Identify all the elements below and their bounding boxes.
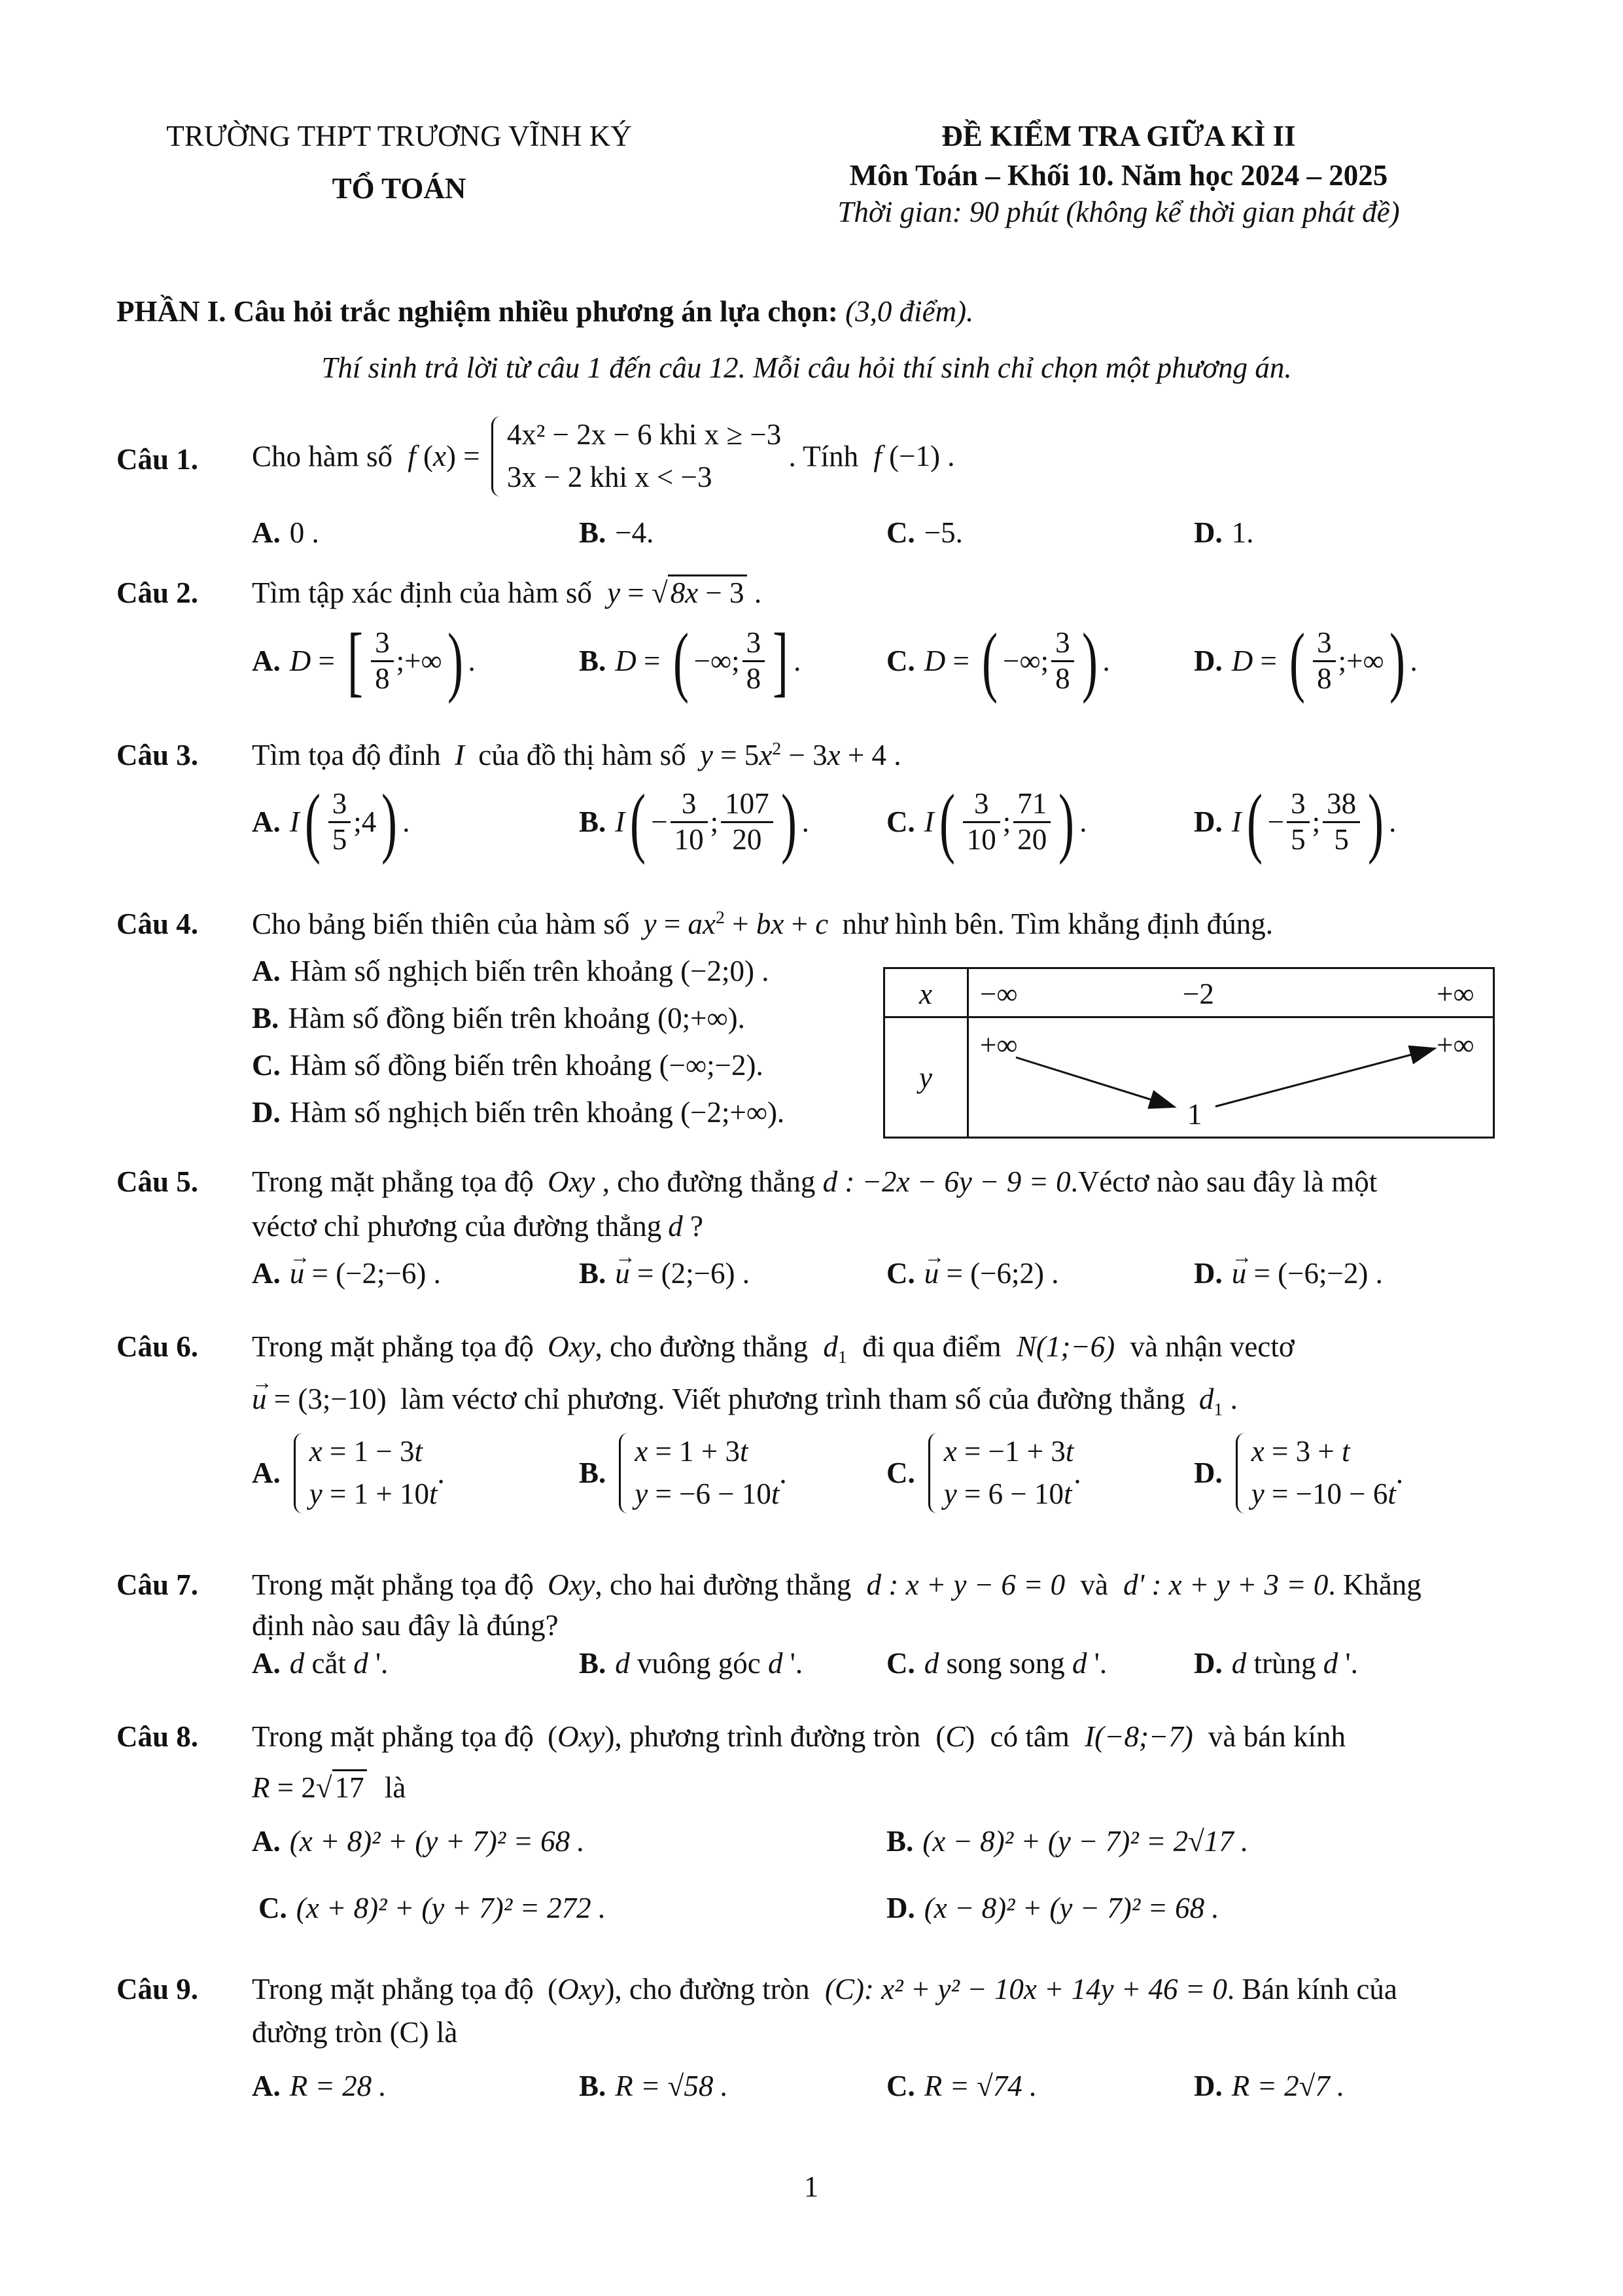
q7-tail: . Khẳng: [1328, 1568, 1422, 1601]
q8-label: Câu 8.: [116, 1720, 199, 1753]
q1-label: Câu 1.: [116, 443, 199, 476]
q5-stem-line2: véctơ chỉ phương của đường thẳng d ?: [252, 1210, 703, 1243]
q6-option-a[interactable]: A. x = 1 − 3t y = 1 + 10t .: [252, 1430, 445, 1516]
part1-title-text: PHẦN I. Câu hỏi trắc nghiệm nhiều phương án lựa chọn:: [116, 295, 838, 328]
exam-title: ĐỀ KIỂM TRA GIỮA KÌ II: [941, 120, 1296, 152]
q1-case1: 4x² − 2x − 6 khi x ≥ −3: [506, 418, 782, 451]
q7-line1b: , cho hai đường thẳng: [595, 1568, 852, 1601]
q3-label: Câu 3.: [116, 739, 199, 771]
q8-line1b: , phương trình đường tròn: [614, 1720, 921, 1753]
q6-line1a: Trong mặt phẳng tọa độ: [252, 1330, 534, 1363]
page-number: 1: [803, 2170, 819, 2203]
q2-option-b[interactable]: B. D = ( −∞; $\frac{3}{8}$ ] .: [579, 617, 801, 704]
q6-option-d[interactable]: D. x = 3 + t y = −10 − 6t .: [1194, 1430, 1403, 1516]
q7-d-text: trùng: [1253, 1647, 1316, 1680]
q1-target: f (−1) .: [873, 440, 955, 473]
q8-option-c[interactable]: C. (x + 8)² + (y + 7)² = 272 .: [258, 1892, 606, 1924]
q4-stem-a: Cho bảng biến thiên của hàm số: [252, 908, 630, 940]
q6-line1d: và nhận vectơ: [1130, 1330, 1295, 1363]
q8-center: I(−8;−7): [1085, 1720, 1193, 1753]
school-name: TRƯỜNG THPT TRƯƠNG VĨNH KÝ: [166, 120, 632, 152]
q9-b-text: R = √58 .: [615, 2070, 728, 2102]
part1-points: (3,0 điểm).: [845, 295, 974, 328]
table-y-label: y: [919, 1061, 932, 1094]
q1-case2: 3x − 2 khi x < −3: [506, 461, 712, 494]
table-arrows: [885, 969, 1493, 1138]
exam-subject: Môn Toán – Khối 10. Năm học 2024 – 2025: [849, 159, 1388, 192]
q9-eq: (C): x² + y² − 10x + 14y + 46 = 0: [824, 1973, 1227, 2005]
q4-option-b[interactable]: B. Hàm số đồng biến trên khoảng (0;+∞).: [252, 1002, 745, 1034]
q9-a-text: R = 28 .: [289, 2070, 387, 2102]
q7-b-text: vuông góc: [637, 1647, 761, 1680]
q5-line1: Trong mặt phẳng tọa độ: [252, 1165, 534, 1198]
q8-option-b[interactable]: B. (x − 8)² + (y − 7)² = 2√17 .: [886, 1825, 1249, 1858]
q5-label: Câu 5.: [116, 1165, 199, 1198]
q5-eq: d : −2x − 6y − 9 = 0: [822, 1165, 1071, 1198]
q7-a-text: cắt: [311, 1647, 346, 1680]
q3-option-d[interactable]: D. I( − $\frac{3}{5}$ ; $\frac{38}{5}$ ) .: [1194, 778, 1397, 865]
q7-eq2: d' : x + y + 3 = 0: [1123, 1568, 1329, 1601]
q8-line1d: và bán kính: [1208, 1720, 1346, 1753]
q6-line1b: , cho đường thẳng: [595, 1330, 809, 1363]
q1-f: f (x) =: [408, 440, 480, 473]
q9-stem-line2: đường tròn (C) là: [252, 2016, 458, 2049]
q1-pre: Cho hàm số: [252, 440, 393, 473]
q8-option-d[interactable]: D. (x − 8)² + (y − 7)² = 68 .: [886, 1892, 1219, 1924]
q5-d-text: = (−6;−2) .: [1253, 1257, 1383, 1290]
q9-tail: . Bán kính của: [1227, 1973, 1397, 2005]
q4-a-text: Hàm số nghịch biến trên khoảng (−2;0) .: [289, 955, 769, 987]
q1-option-a[interactable]: A. 0 .: [252, 516, 319, 549]
decreasing-arrow: [1016, 1057, 1173, 1106]
table-pos-inf: +∞: [1437, 978, 1475, 1010]
q3-tail: của đồ thị hàm số: [478, 739, 686, 771]
q6-label: Câu 6.: [116, 1330, 199, 1363]
q7-option-b[interactable]: B. d vuông góc d '.: [579, 1647, 803, 1680]
q1-a-text: 0 .: [289, 516, 319, 549]
q5-a-text: = (−2;−6) .: [311, 1257, 441, 1290]
q8-c-text: (x + 8)² + (y + 7)² = 272 .: [296, 1892, 606, 1924]
q5-b-text: = (2;−6) .: [637, 1257, 750, 1290]
q1-b-text: −4.: [615, 516, 654, 549]
q5-option-c[interactable]: C. u → = (−6;2) .: [886, 1256, 1058, 1290]
table-x-label: x: [919, 978, 932, 1010]
q3-stem: Tìm tọa độ đỉnh I của đồ thị hàm số $y = 5x^2 - 3x + 4$ .: [252, 739, 901, 771]
q8-line2: là: [384, 1771, 406, 1804]
part1-instruction: Thí sinh trả lời từ câu 1 đến câu 12. Mỗi câu hỏi thí sinh chỉ chọn một phương án.: [321, 351, 1292, 384]
q8-stem-line1: Trong mặt phẳng tọa độ (Oxy), phương trình đường tròn (C) có tâm I(−8;−7) và bán kính: [252, 1720, 1346, 1753]
q7-c-text: song song: [946, 1647, 1065, 1680]
table-x-mid: −2: [1183, 978, 1214, 1010]
q5-stem-line1: Trong mặt phẳng tọa độ Oxy , cho đường thẳng d : −2x − 6y − 9 = 0.Véctơ nào sau đây là một: [252, 1165, 1378, 1198]
q8-option-a[interactable]: A. (x + 8)² + (y + 7)² = 68 .: [252, 1825, 585, 1858]
q5-option-b[interactable]: B. u → = (2;−6) .: [579, 1256, 750, 1290]
q1-option-b[interactable]: B. −4.: [579, 516, 654, 549]
q6-stem-line1: Trong mặt phẳng tọa độ Oxy, cho đường thẳng $d_1$ đi qua điểm N(1;−6) và nhận vectơ: [252, 1330, 1295, 1368]
q6-point: N(1;−6): [1016, 1330, 1115, 1363]
q2-option-c[interactable]: C. D = ( −∞; $\frac{3}{8}$ ) .: [886, 617, 1110, 704]
q4-b-text: Hàm số đồng biến trên khoảng (0;+∞).: [288, 1002, 745, 1034]
q8-line1a: Trong mặt phẳng tọa độ: [252, 1720, 534, 1753]
part1-title: [116, 294, 973, 328]
q8-b-text: (x − 8)² + (y − 7)² = 2√17 .: [922, 1825, 1249, 1858]
q3-option-c[interactable]: C. I( $\frac{3}{10}$ ; $\frac{71}{20}$ ) .: [886, 778, 1087, 865]
q2-option-d[interactable]: D. D = ( $\frac{3}{8}$ ;+∞) .: [1194, 617, 1418, 704]
q8-stem-line2: R = 2√17 là: [252, 1771, 406, 1805]
q5-line1b: .Véctơ nào sau đây là một: [1070, 1165, 1378, 1198]
q9-c-text: R = √74 .: [924, 2070, 1038, 2102]
q5-line2: véctơ chỉ phương của đường thẳng: [252, 1210, 662, 1243]
table-y-left: +∞: [980, 1029, 1018, 1061]
q1-stem: [252, 414, 955, 499]
q7-label: Câu 7.: [116, 1568, 199, 1601]
q3-option-a[interactable]: A. I( $\frac{3}{5}$ ;4) .: [252, 778, 410, 865]
q9-line1b: , cho đường tròn: [614, 1973, 810, 2005]
q4-c-text: Hàm số đồng biến trên khoảng (−∞;−2).: [289, 1049, 763, 1082]
q8-a-text: (x + 8)² + (y + 7)² = 68 .: [289, 1825, 585, 1858]
q1-option-d[interactable]: D. 1.: [1194, 516, 1254, 549]
q2-option-a[interactable]: A. D = [ $\frac{3}{8}$ ;+∞) .: [252, 617, 476, 704]
q7-stem-line2: định nào sau đây là đúng?: [252, 1609, 559, 1642]
q9-stem-line1: Trong mặt phẳng tọa độ (Oxy), cho đường tròn (C): x² + y² − 10x + 14y + 46 = 0. Bán kính của: [252, 1973, 1397, 2005]
q2-stem: Tìm tập xác định của hàm số y = √8x − 3 .: [252, 576, 761, 610]
q7-option-a[interactable]: A. d cắt d '.: [252, 1647, 389, 1680]
department: TỔ TOÁN: [332, 172, 466, 205]
q7-and: và: [1080, 1568, 1108, 1601]
q4-label: Câu 4.: [116, 908, 199, 940]
q4-option-d[interactable]: D. Hàm số nghịch biến trên khoảng (−2;+∞).: [252, 1096, 785, 1129]
q9-d-text: R = 2√7 .: [1231, 2070, 1345, 2102]
q3-option-b[interactable]: B. I( − $\frac{3}{10}$ ; $\frac{107}{20}$ ) .: [579, 778, 809, 865]
q1-c-text: −5.: [924, 516, 963, 549]
q5-option-d[interactable]: D. u → = (−6;−2) .: [1194, 1256, 1383, 1290]
q1-piecewise: [487, 414, 781, 499]
q2-label: Câu 2.: [116, 576, 199, 609]
q1-d-text: 1.: [1231, 516, 1254, 549]
q8-line1c: có tâm: [990, 1720, 1070, 1753]
q6-stem-line2: u → = (3;−10) làm véctơ chỉ phương. Viết phương trình tham số của đường thẳng $d_1$ .: [252, 1382, 1238, 1421]
q9-option-a[interactable]: A. R = 28 .: [252, 2070, 387, 2102]
q9-label: Câu 9.: [116, 1973, 199, 2005]
q5-option-a[interactable]: A. u → = (−2;−6) .: [252, 1256, 441, 1290]
q7-stem-line1: Trong mặt phẳng tọa độ Oxy, cho hai đường thẳng d : x + y − 6 = 0 và d' : x + y + 3 = 0. Khẳng: [252, 1568, 1422, 1601]
q9-option-d[interactable]: D. R = 2√7 .: [1194, 2070, 1345, 2102]
q3-stem-text: Tìm tọa độ đỉnh: [252, 739, 441, 771]
q4-option-a[interactable]: A. Hàm số nghịch biến trên khoảng (−2;0) .: [252, 955, 769, 987]
table-y-right: +∞: [1437, 1029, 1475, 1061]
q6-line2b: làm véctơ chỉ phương. Viết phương trình tham số của đường thẳng: [400, 1383, 1185, 1415]
q9-option-c[interactable]: C. R = √74 .: [886, 2070, 1038, 2102]
q7-eq1: d : x + y − 6 = 0: [866, 1568, 1066, 1601]
q1-option-c[interactable]: C. −5.: [886, 516, 963, 549]
q7-option-d[interactable]: D. d trùng d '.: [1194, 1647, 1358, 1680]
q7-line1a: Trong mặt phẳng tọa độ: [252, 1568, 534, 1601]
q1-mid: . Tính: [788, 440, 859, 473]
q9-option-b[interactable]: B. R = √58 .: [579, 2070, 728, 2102]
q2-stem-text: Tìm tập xác định của hàm số: [252, 576, 592, 609]
q6-line2a: = (3;−10): [273, 1383, 387, 1415]
q6-option-c[interactable]: C. x = −1 + 3t y = 6 − 10t .: [886, 1430, 1081, 1516]
q9-line1a: Trong mặt phẳng tọa độ: [252, 1973, 534, 2005]
q5-c-text: = (−6;2) .: [946, 1257, 1059, 1290]
q4-stem: Cho bảng biến thiên của hàm số $y = ax^2$ + bx + c như hình bên. Tìm khẳng định đúng.: [252, 908, 1273, 940]
table-neg-inf: −∞: [980, 978, 1018, 1010]
q4-stem-b: như hình bên. Tìm khẳng định đúng.: [842, 908, 1273, 940]
q7-option-c[interactable]: C. d song song d '.: [886, 1647, 1108, 1680]
exam-time: Thời gian: 90 phút (không kể thời gian phát đề): [837, 196, 1400, 228]
increasing-arrow: [1215, 1049, 1433, 1106]
q6-line1c: đi qua điểm: [862, 1330, 1002, 1363]
q4-d-text: Hàm số nghịch biến trên khoảng (−2;+∞).: [289, 1096, 785, 1129]
variation-table: [883, 967, 1495, 1139]
table-y-min: 1: [1187, 1098, 1202, 1131]
q4-option-c[interactable]: C. Hàm số đồng biến trên khoảng (−∞;−2).: [252, 1049, 763, 1082]
q6-option-b[interactable]: B. x = 1 + 3t y = −6 − 10t .: [579, 1430, 787, 1516]
q8-d-text: (x − 8)² + (y − 7)² = 68 .: [924, 1892, 1219, 1924]
